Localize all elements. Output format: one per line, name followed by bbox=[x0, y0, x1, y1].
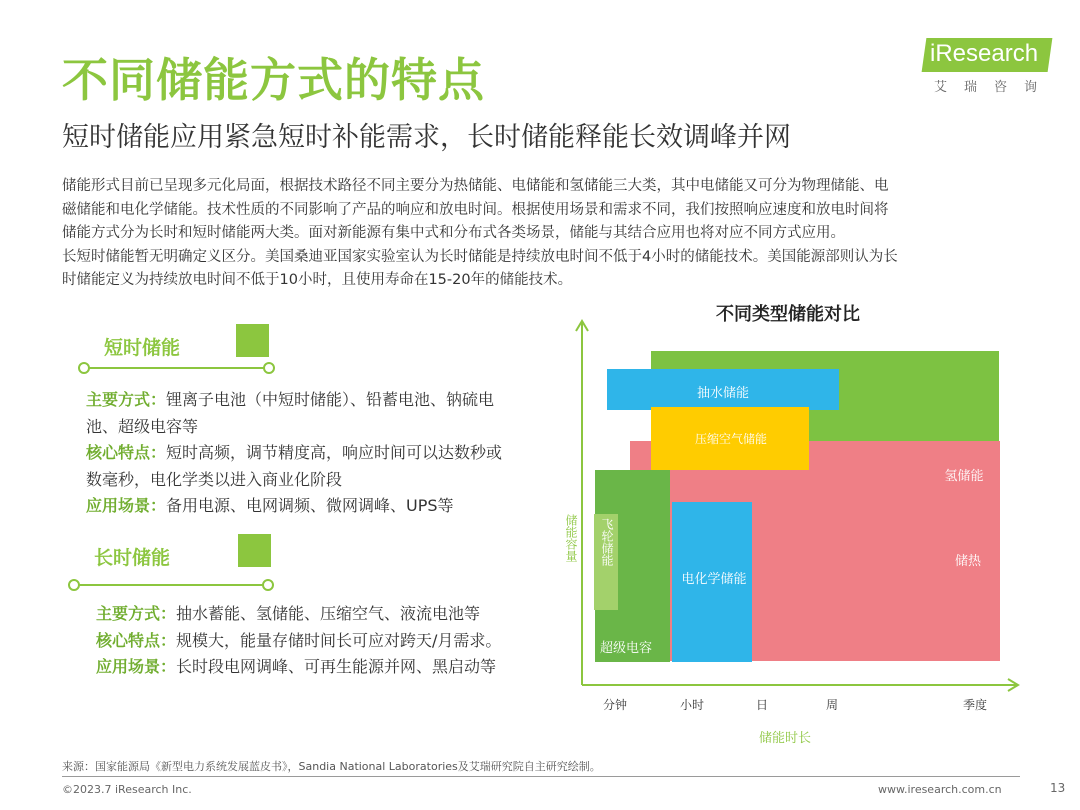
block-label: 抽水储能 bbox=[696, 386, 750, 401]
diagram-title: 不同类型储能对比 bbox=[716, 304, 860, 325]
list-item-continued bbox=[86, 467, 502, 494]
iresearch-logo bbox=[918, 34, 1058, 102]
storage-comparison-diagram bbox=[540, 310, 1030, 750]
x-tick-label: 分钟 bbox=[602, 698, 628, 712]
x-tick-label: 日 bbox=[755, 698, 769, 712]
long-term-square-icon bbox=[238, 534, 271, 567]
item-text: 抽水蓄能、氢储能、压缩空气、液流电池等 bbox=[176, 604, 481, 623]
y-axis-label: 储能容量 bbox=[564, 514, 578, 562]
long-term-heading: 长时储能 bbox=[94, 547, 171, 569]
website-link[interactable]: www.iresearch.com.cn bbox=[878, 783, 1002, 796]
intro-line: 长短时储能暂无明确定义区分。美国桑迪亚国家实验室认为长时储能是持续放电时间不低于4小时的储能技术。美国能源部则认为长 bbox=[62, 248, 898, 265]
x-tick-label: 周 bbox=[825, 698, 839, 712]
intro-line: 储能形式目前已呈现多元化局面，根据技术路径不同主要分为热储能、电储能和氢储能三大类，其中电储能又可分为物理储能、电 bbox=[62, 178, 889, 194]
page-number: 13 bbox=[1050, 781, 1066, 795]
list-item bbox=[86, 387, 502, 414]
short-term-heading: 短时储能 bbox=[104, 337, 181, 359]
x-axis-label: 储能时长 bbox=[758, 731, 812, 746]
short-term-line-end-dot bbox=[263, 362, 275, 374]
list-item bbox=[86, 493, 502, 520]
footer-divider bbox=[62, 776, 1020, 777]
block-label: 氢储能 bbox=[944, 469, 984, 484]
item-text: 数毫秒，电化学类以进入商业化阶段 bbox=[86, 469, 343, 489]
item-key: 主要方式： bbox=[86, 390, 167, 409]
item-text: 池、超级电容等 bbox=[86, 416, 199, 436]
block-label: 超级电容 bbox=[599, 641, 653, 656]
x-tick-label: 小时 bbox=[679, 698, 705, 712]
item-text: 规模大，能量存储时间长可应对跨天/月需求。 bbox=[176, 630, 502, 650]
item-key: 核心特点： bbox=[86, 443, 167, 462]
list-item bbox=[86, 440, 502, 467]
x-tick-label: 季度 bbox=[962, 698, 988, 712]
intro-line: 磁储能和电化学储能。技术性质的不同影响了产品的响应和放电时间。根据使用场景和需求不同，我们按照响应速度和放电时间将 bbox=[62, 201, 889, 218]
item-key: 应用场景： bbox=[86, 496, 167, 515]
list-item bbox=[96, 601, 501, 628]
short-term-list bbox=[86, 387, 502, 520]
logo-subtext: 艾瑞咨询 bbox=[934, 80, 1055, 95]
page-subtitle: 短时储能应用紧急短时补能需求，长时储能释能长效调峰并网 bbox=[62, 122, 791, 153]
copyright: ©2023.7 iResearch Inc. bbox=[62, 783, 192, 796]
intro-paragraph bbox=[62, 175, 1024, 293]
long-term-divider bbox=[78, 584, 264, 586]
item-text: 长时段电网调峰、可再生能源并网、黑启动等 bbox=[176, 657, 497, 676]
item-key: 应用场景： bbox=[96, 657, 177, 676]
source-note: 来源：国家能源局《新型电力系统发展蓝皮书》，Sandia National Laboratories及艾瑞研究院自主研究绘制。 bbox=[62, 760, 601, 773]
block-label-vertical: 飞轮储能 bbox=[600, 518, 614, 566]
item-text: 锂离子电池（中短时储能）、铅蓄电池、钠硫电 bbox=[166, 390, 495, 409]
long-term-line-end-dot bbox=[262, 579, 274, 591]
item-text: 短时高频，调节精度高，响应时间可以达数秒或 bbox=[166, 443, 503, 462]
long-term-list bbox=[96, 601, 501, 681]
item-text: 备用电源、电网调频、微网调峰、UPS等 bbox=[166, 496, 454, 515]
block-label: 压缩空气储能 bbox=[694, 432, 768, 446]
intro-line: 储能方式分为长时和短时储能两大类。面对新能源有集中式和分布式各类场景，储能与其结合应用也将对应不同方式应用。 bbox=[62, 225, 845, 241]
short-term-divider bbox=[88, 367, 272, 369]
item-key: 主要方式： bbox=[96, 604, 177, 623]
logo-text: iResearch bbox=[930, 40, 1039, 67]
item-key: 核心特点： bbox=[96, 630, 177, 650]
block-label: 电化学储能 bbox=[681, 572, 747, 587]
intro-line: 时储能定义为持续放电时间不低于10小时，且使用寿命在15-20年的储能技术。 bbox=[62, 272, 573, 288]
list-item-continued bbox=[86, 414, 502, 441]
short-term-square-icon bbox=[236, 324, 269, 357]
list-item bbox=[96, 654, 501, 681]
page-title: 不同储能方式的特点 bbox=[62, 53, 485, 107]
block-label: 储热 bbox=[954, 554, 982, 569]
list-item bbox=[96, 628, 501, 655]
